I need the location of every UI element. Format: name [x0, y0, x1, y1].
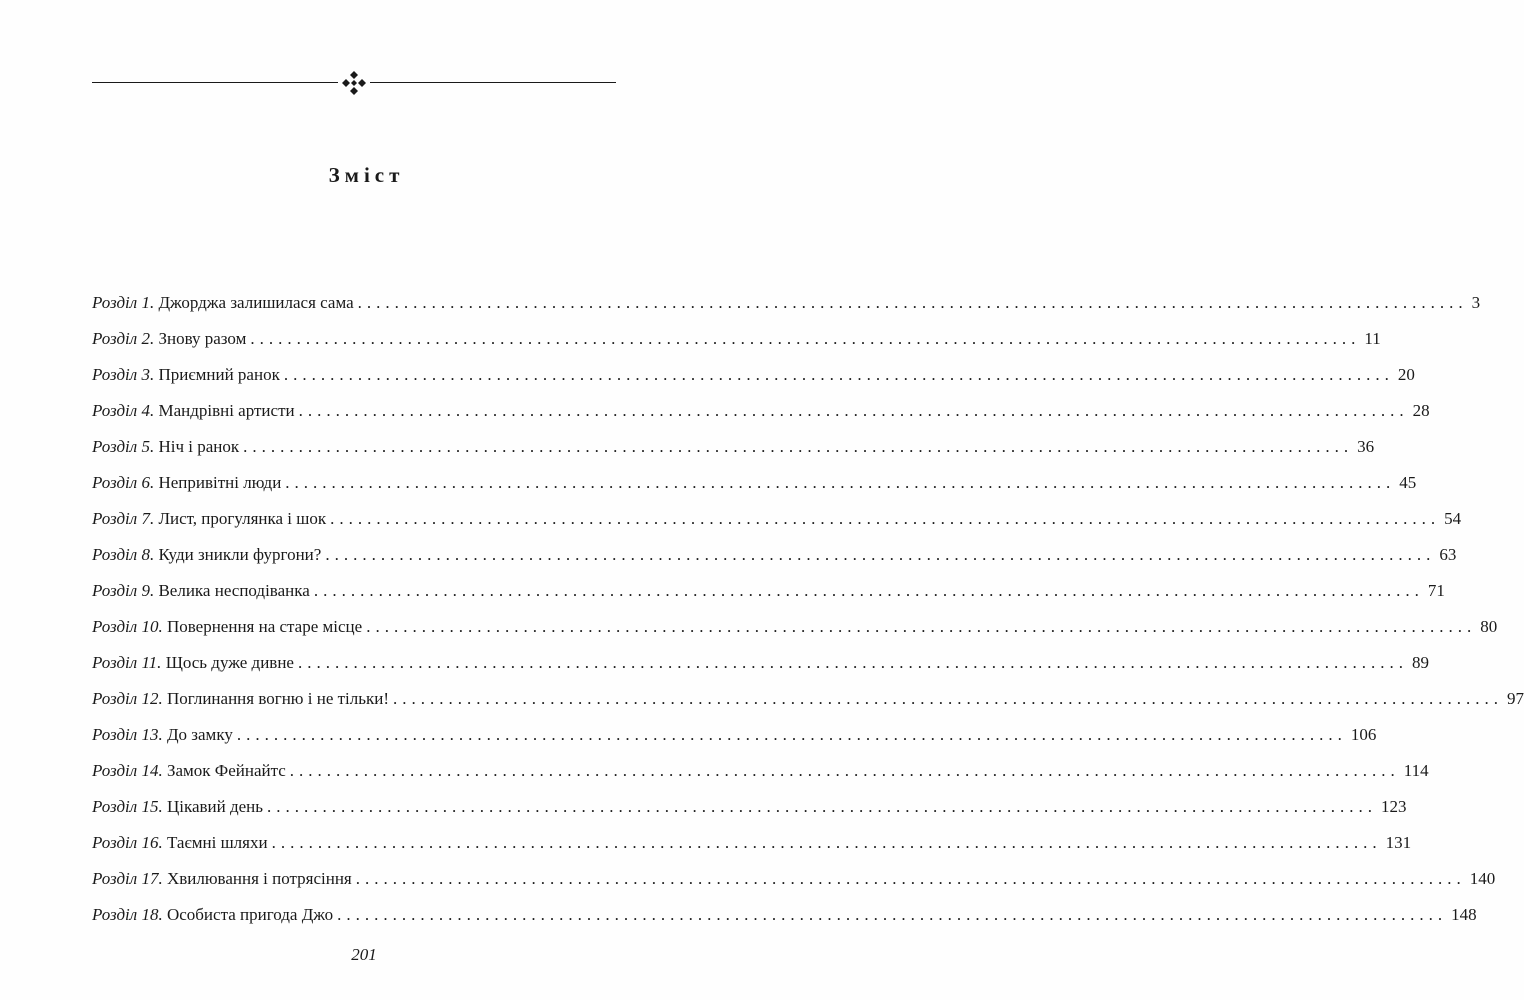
toc-entry-label	[92, 897, 333, 933]
toc-chapter-title: Джорджа залишилася сама	[158, 293, 354, 312]
toc-leader-dots: ........................................................................................................................	[298, 401, 1409, 420]
toc-entry-label	[92, 681, 389, 717]
toc-page-number: 36	[1357, 437, 1375, 456]
toc-chapter-title: Ніч і ранок	[158, 437, 240, 456]
header-ornament	[92, 70, 616, 96]
toc-page-number: 140	[1469, 869, 1496, 888]
toc-page-number: 54	[1444, 509, 1462, 528]
toc-chapter-title: Хвилювання і потрясіння	[166, 869, 352, 888]
toc-entry	[92, 465, 1417, 501]
toc-leader-dots: ........................................................................................................................	[250, 329, 1361, 348]
toc-entry	[92, 753, 1429, 789]
toc-entry-label	[92, 573, 310, 609]
toc-chapter-title: Мандрівні артисти	[158, 401, 295, 420]
toc-entry	[92, 321, 1381, 357]
toc-chapter-number: Розділ 2.	[92, 329, 155, 348]
toc-chapter-title: Цікавий день	[166, 797, 264, 816]
toc-chapter-number: Розділ 13.	[92, 725, 163, 744]
toc-page-number: 45	[1399, 473, 1417, 492]
toc-entry	[92, 429, 1375, 465]
toc-entry-label	[92, 609, 362, 645]
toc-leader-dots: ........................................................................................................................	[285, 473, 1396, 492]
page-number: 201	[351, 945, 377, 964]
toc-chapter-title: Приємний ранок	[158, 365, 280, 384]
toc-chapter-number: Розділ 10.	[92, 617, 163, 636]
toc-chapter-title: Лист, прогулянка і шок	[158, 509, 327, 528]
toc-page-number: 89	[1411, 653, 1429, 672]
toc-chapter-number: Розділ 5.	[92, 437, 155, 456]
ornament-rule-right	[370, 82, 616, 83]
toc-entry-label	[92, 429, 239, 465]
toc-entry	[92, 789, 1407, 825]
toc-page-number: 97	[1507, 689, 1524, 708]
table-of-contents	[92, 285, 1524, 933]
diamond-cluster-icon	[341, 70, 367, 96]
toc-entry	[92, 501, 1462, 537]
toc-entry	[92, 573, 1445, 609]
toc-entry-label	[92, 537, 321, 573]
toc-chapter-number: Розділ 14.	[92, 761, 163, 780]
toc-entry-label	[92, 645, 294, 681]
toc-chapter-title: Поглинання вогню і не тільки!	[166, 689, 390, 708]
page-title: Зміст	[328, 163, 405, 187]
toc-page-number: 131	[1385, 833, 1412, 852]
toc-chapter-number: Розділ 1.	[92, 293, 155, 312]
toc-entry-label	[92, 357, 280, 393]
toc-chapter-title: Замок Фейнайтс	[166, 761, 286, 780]
toc-page-number: 3	[1471, 293, 1481, 312]
toc-entry	[92, 897, 1477, 933]
toc-leader-dots: ........................................................................................................................	[271, 833, 1382, 852]
toc-leader-dots: ........................................................................................................................	[337, 905, 1448, 924]
toc-chapter-title: До замку	[166, 725, 233, 744]
toc-chapter-number: Розділ 7.	[92, 509, 155, 528]
toc-entry-label	[92, 753, 286, 789]
toc-leader-dots: ........................................................................................................................	[357, 293, 1468, 312]
toc-entry	[92, 393, 1430, 429]
toc-page-number: 114	[1403, 761, 1429, 780]
toc-leader-dots: ........................................................................................................................	[283, 365, 1394, 384]
toc-page-number: 63	[1439, 545, 1457, 564]
toc-chapter-number: Розділ 6.	[92, 473, 155, 492]
toc-entry	[92, 861, 1496, 897]
toc-chapter-number: Розділ 11.	[92, 653, 162, 672]
toc-entry-label	[92, 789, 263, 825]
toc-leader-dots: ........................................................................................................................	[267, 797, 1378, 816]
toc-leader-dots: ........................................................................................................................	[297, 653, 1408, 672]
toc-leader-dots: ........................................................................................................................	[243, 437, 1354, 456]
toc-leader-dots: ........................................................................................................................	[289, 761, 1400, 780]
toc-entry	[92, 609, 1498, 645]
toc-chapter-number: Розділ 18.	[92, 905, 163, 924]
toc-chapter-number: Розділ 9.	[92, 581, 155, 600]
toc-leader-dots: ........................................................................................................................	[313, 581, 1424, 600]
toc-leader-dots: ........................................................................................................................	[355, 869, 1466, 888]
toc-page-number: 20	[1397, 365, 1415, 384]
toc-leader-dots: ........................................................................................................................	[236, 725, 1347, 744]
toc-page-number: 11	[1364, 329, 1381, 348]
toc-entry	[92, 645, 1429, 681]
toc-page-number: 148	[1451, 905, 1477, 924]
toc-chapter-title: Непривітні люди	[158, 473, 282, 492]
toc-page-number: 123	[1381, 797, 1407, 816]
toc-chapter-number: Розділ 4.	[92, 401, 155, 420]
toc-page-number: 71	[1427, 581, 1445, 600]
toc-entry	[92, 825, 1412, 861]
toc-page-number: 28	[1412, 401, 1430, 420]
toc-entry-label	[92, 285, 354, 321]
toc-chapter-title: Знову разом	[158, 329, 247, 348]
toc-chapter-title: Таємні шляхи	[166, 833, 268, 852]
toc-leader-dots: ........................................................................................................................	[366, 617, 1477, 636]
toc-chapter-title: Куди зникли фургони?	[158, 545, 322, 564]
toc-entry	[92, 357, 1415, 393]
toc-leader-dots: ........................................................................................................................	[325, 545, 1436, 564]
toc-page-number: 106	[1350, 725, 1377, 744]
toc-chapter-number: Розділ 8.	[92, 545, 155, 564]
toc-entry	[92, 537, 1457, 573]
toc-chapter-title: Щось дуже дивне	[165, 653, 294, 672]
toc-chapter-number: Розділ 12.	[92, 689, 163, 708]
toc-entry-label	[92, 465, 281, 501]
toc-entry-label	[92, 501, 326, 537]
toc-entry-label	[92, 861, 352, 897]
toc-chapter-title: Велика несподіванка	[158, 581, 310, 600]
toc-entry-label	[92, 825, 268, 861]
toc-entry	[92, 285, 1481, 321]
toc-chapter-number: Розділ 16.	[92, 833, 163, 852]
toc-chapter-number: Розділ 17.	[92, 869, 163, 888]
toc-chapter-number: Розділ 15.	[92, 797, 163, 816]
toc-chapter-title: Особиста пригода Джо	[166, 905, 334, 924]
toc-leader-dots: ........................................................................................................................	[393, 689, 1504, 708]
toc-page-number: 80	[1480, 617, 1498, 636]
toc-entry	[92, 717, 1377, 753]
toc-chapter-number: Розділ 3.	[92, 365, 155, 384]
toc-entry-label	[92, 717, 233, 753]
ornament-rule-left	[92, 82, 338, 83]
toc-entry	[92, 681, 1524, 717]
toc-chapter-title: Повернення на старе місце	[166, 617, 363, 636]
toc-leader-dots: ........................................................................................................................	[330, 509, 1441, 528]
toc-entry-label	[92, 393, 295, 429]
toc-entry-label	[92, 321, 246, 357]
